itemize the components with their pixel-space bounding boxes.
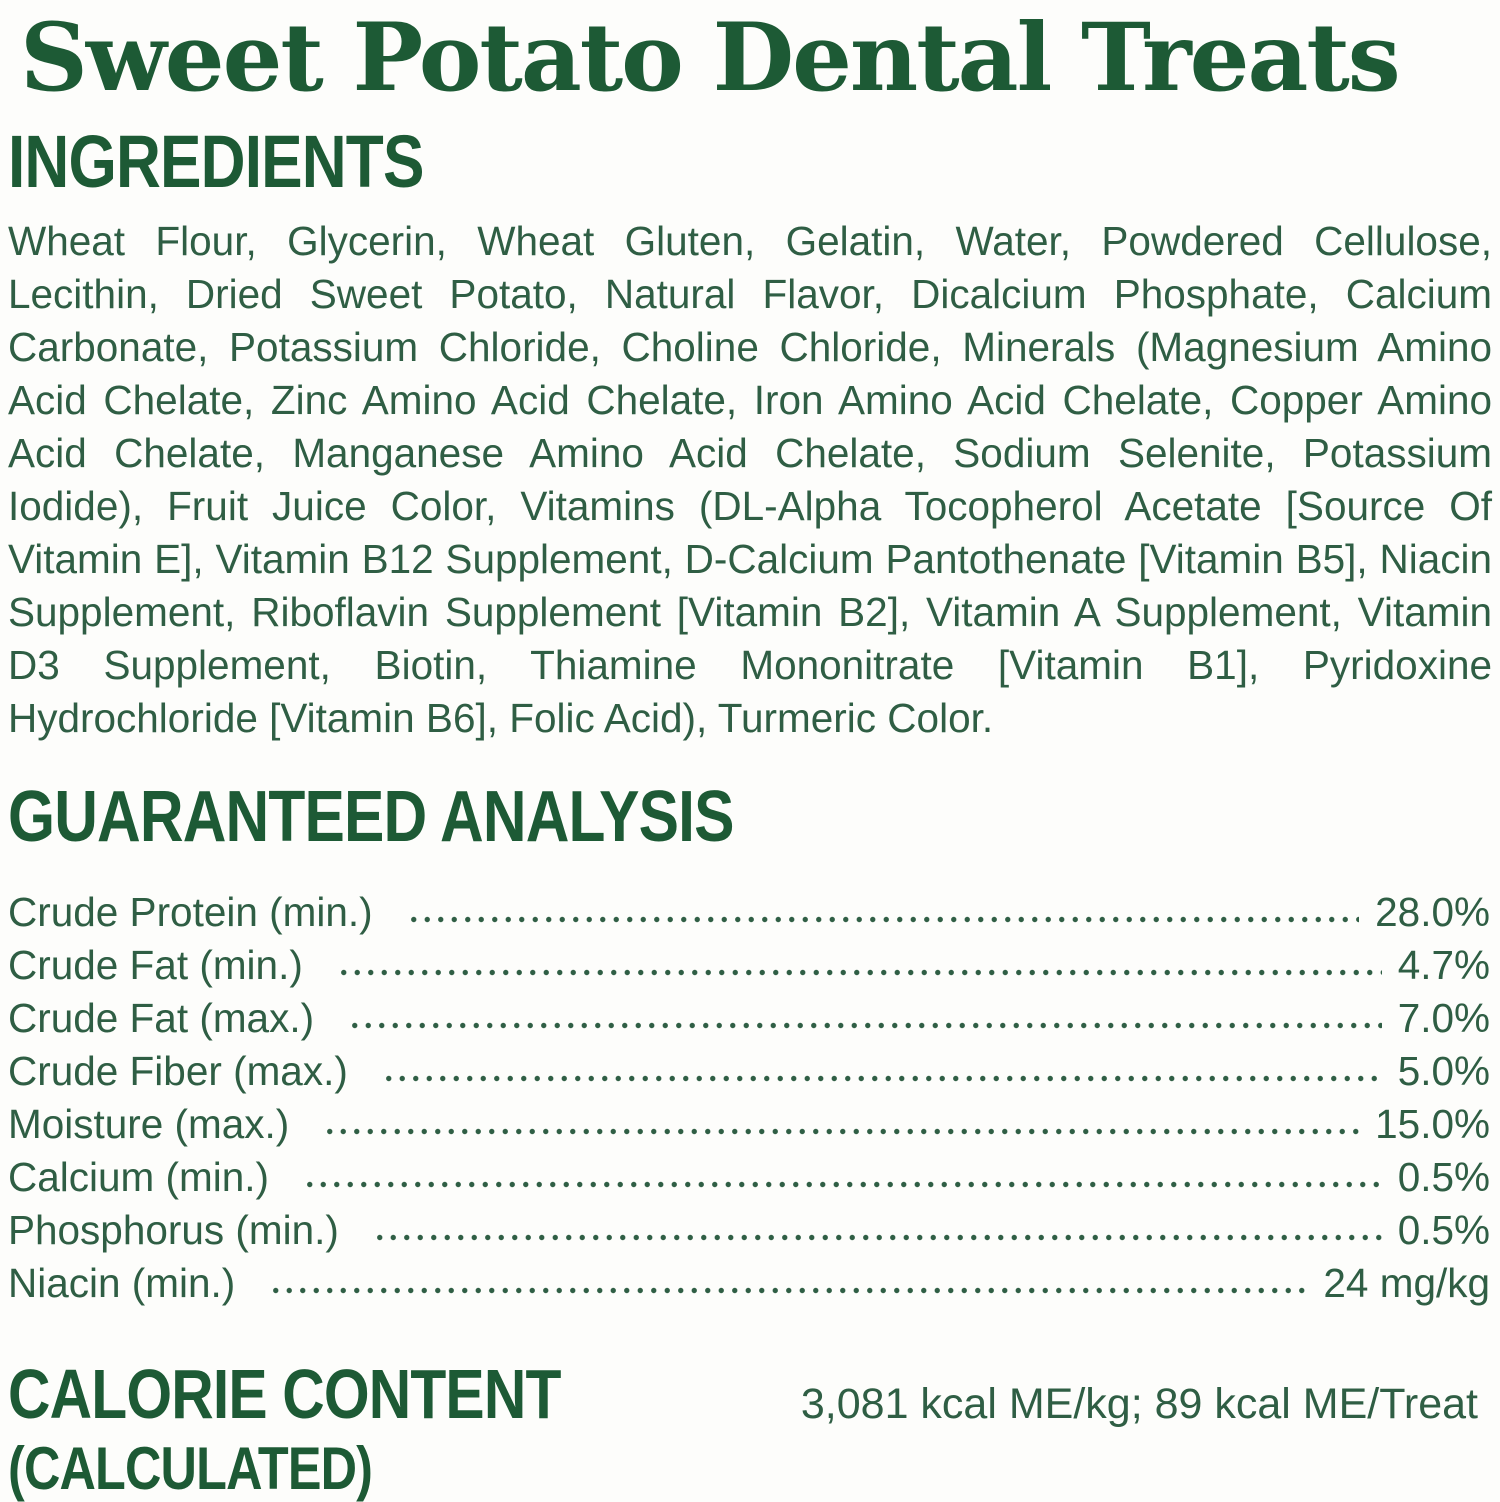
analysis-label: Crude Fat (max.) xyxy=(8,995,315,1042)
ingredients-section xyxy=(8,120,1492,745)
analysis-label: Crude Protein (min.) xyxy=(8,889,373,936)
product-title: Sweet Potato Dental Treats xyxy=(20,3,1399,113)
dotted-leader xyxy=(382,1075,1382,1082)
calorie-content-heading xyxy=(8,1355,666,1502)
analysis-row xyxy=(8,1148,1490,1201)
analysis-label: Moisture (max.) xyxy=(8,1101,290,1148)
analysis-value: 0.5% xyxy=(1397,1154,1490,1201)
analysis-row xyxy=(8,1095,1490,1148)
analysis-row xyxy=(8,883,1490,936)
guaranteed-analysis-heading xyxy=(8,777,1490,858)
guaranteed-analysis-section xyxy=(8,777,1490,1307)
analysis-label: Calcium (min.) xyxy=(8,1154,270,1201)
analysis-value: 28.0% xyxy=(1375,889,1490,936)
analysis-value: 0.5% xyxy=(1397,1207,1490,1254)
calorie-content-section xyxy=(8,1355,1490,1502)
analysis-row xyxy=(8,1042,1490,1095)
dotted-leader xyxy=(348,1022,1382,1029)
calorie-heading-line1: CALORIE CONTENT xyxy=(8,1355,561,1434)
dotted-leader xyxy=(337,969,1382,976)
analysis-label: Crude Fat (min.) xyxy=(8,942,303,989)
calorie-value: 3,081 kcal ME/kg; 89 kcal ME/Treat xyxy=(800,1380,1478,1429)
analysis-value: 7.0% xyxy=(1397,995,1490,1042)
dotted-leader xyxy=(323,1128,1359,1135)
analysis-table xyxy=(8,883,1490,1307)
calorie-heading-line2: (CALCULATED) xyxy=(8,1435,373,1502)
analysis-label: Niacin (min.) xyxy=(8,1260,236,1307)
guaranteed-analysis-heading-text: GUARANTEED ANALYSIS xyxy=(8,777,734,858)
dotted-leader xyxy=(303,1181,1382,1188)
analysis-value: 4.7% xyxy=(1397,942,1490,989)
analysis-value: 5.0% xyxy=(1397,1048,1490,1095)
analysis-value: 15.0% xyxy=(1375,1101,1490,1148)
analysis-label: Crude Fiber (max.) xyxy=(8,1048,348,1095)
ingredients-text: Wheat Flour, Glycerin, Wheat Gluten, Gelatin, Water, Powdered Cellulose, Lecithin, Dried Sweet Potato, Natural Flavor, Dicalcium Phosphate, Calcium Carbonate, Potassium Chloride, Choline Chloride, Minerals (Magnesium Amino Acid Chelate, Zinc Amino Acid Chelate, Iron Amino Acid Chelate, Copper Amino Acid Chelate, Manganese Amino Acid Chelate, Sodium Selenite, Potassium Iodide), Fruit Juice Color, Vitamins (DL-Alpha Tocopherol Acetate [Source Of Vitamin E], Vitamin B12 Supplement, D-Calcium Pantothenate [Vitamin B5], Niacin Supplement, Riboflavin Supplement [Vitamin B2], Vitamin A Supplement, Vitamin D3 Supplement, Biotin, Thiamine Mononitrate [Vitamin B1], Pyridoxine Hydrochloride [Vitamin B6], Folic Acid), Turmeric Color. xyxy=(8,218,1492,742)
dotted-leader xyxy=(269,1287,1307,1294)
analysis-row xyxy=(8,1201,1490,1254)
analysis-row xyxy=(8,989,1490,1042)
ingredients-heading xyxy=(8,120,1490,204)
ingredients-heading-text: INGREDIENTS xyxy=(8,120,424,204)
dotted-leader xyxy=(373,1234,1382,1241)
analysis-row xyxy=(8,1254,1490,1307)
dotted-leader xyxy=(407,916,1360,923)
analysis-value: 24 mg/kg xyxy=(1323,1260,1490,1307)
analysis-row xyxy=(8,936,1490,989)
analysis-label: Phosphorus (min.) xyxy=(8,1207,339,1254)
